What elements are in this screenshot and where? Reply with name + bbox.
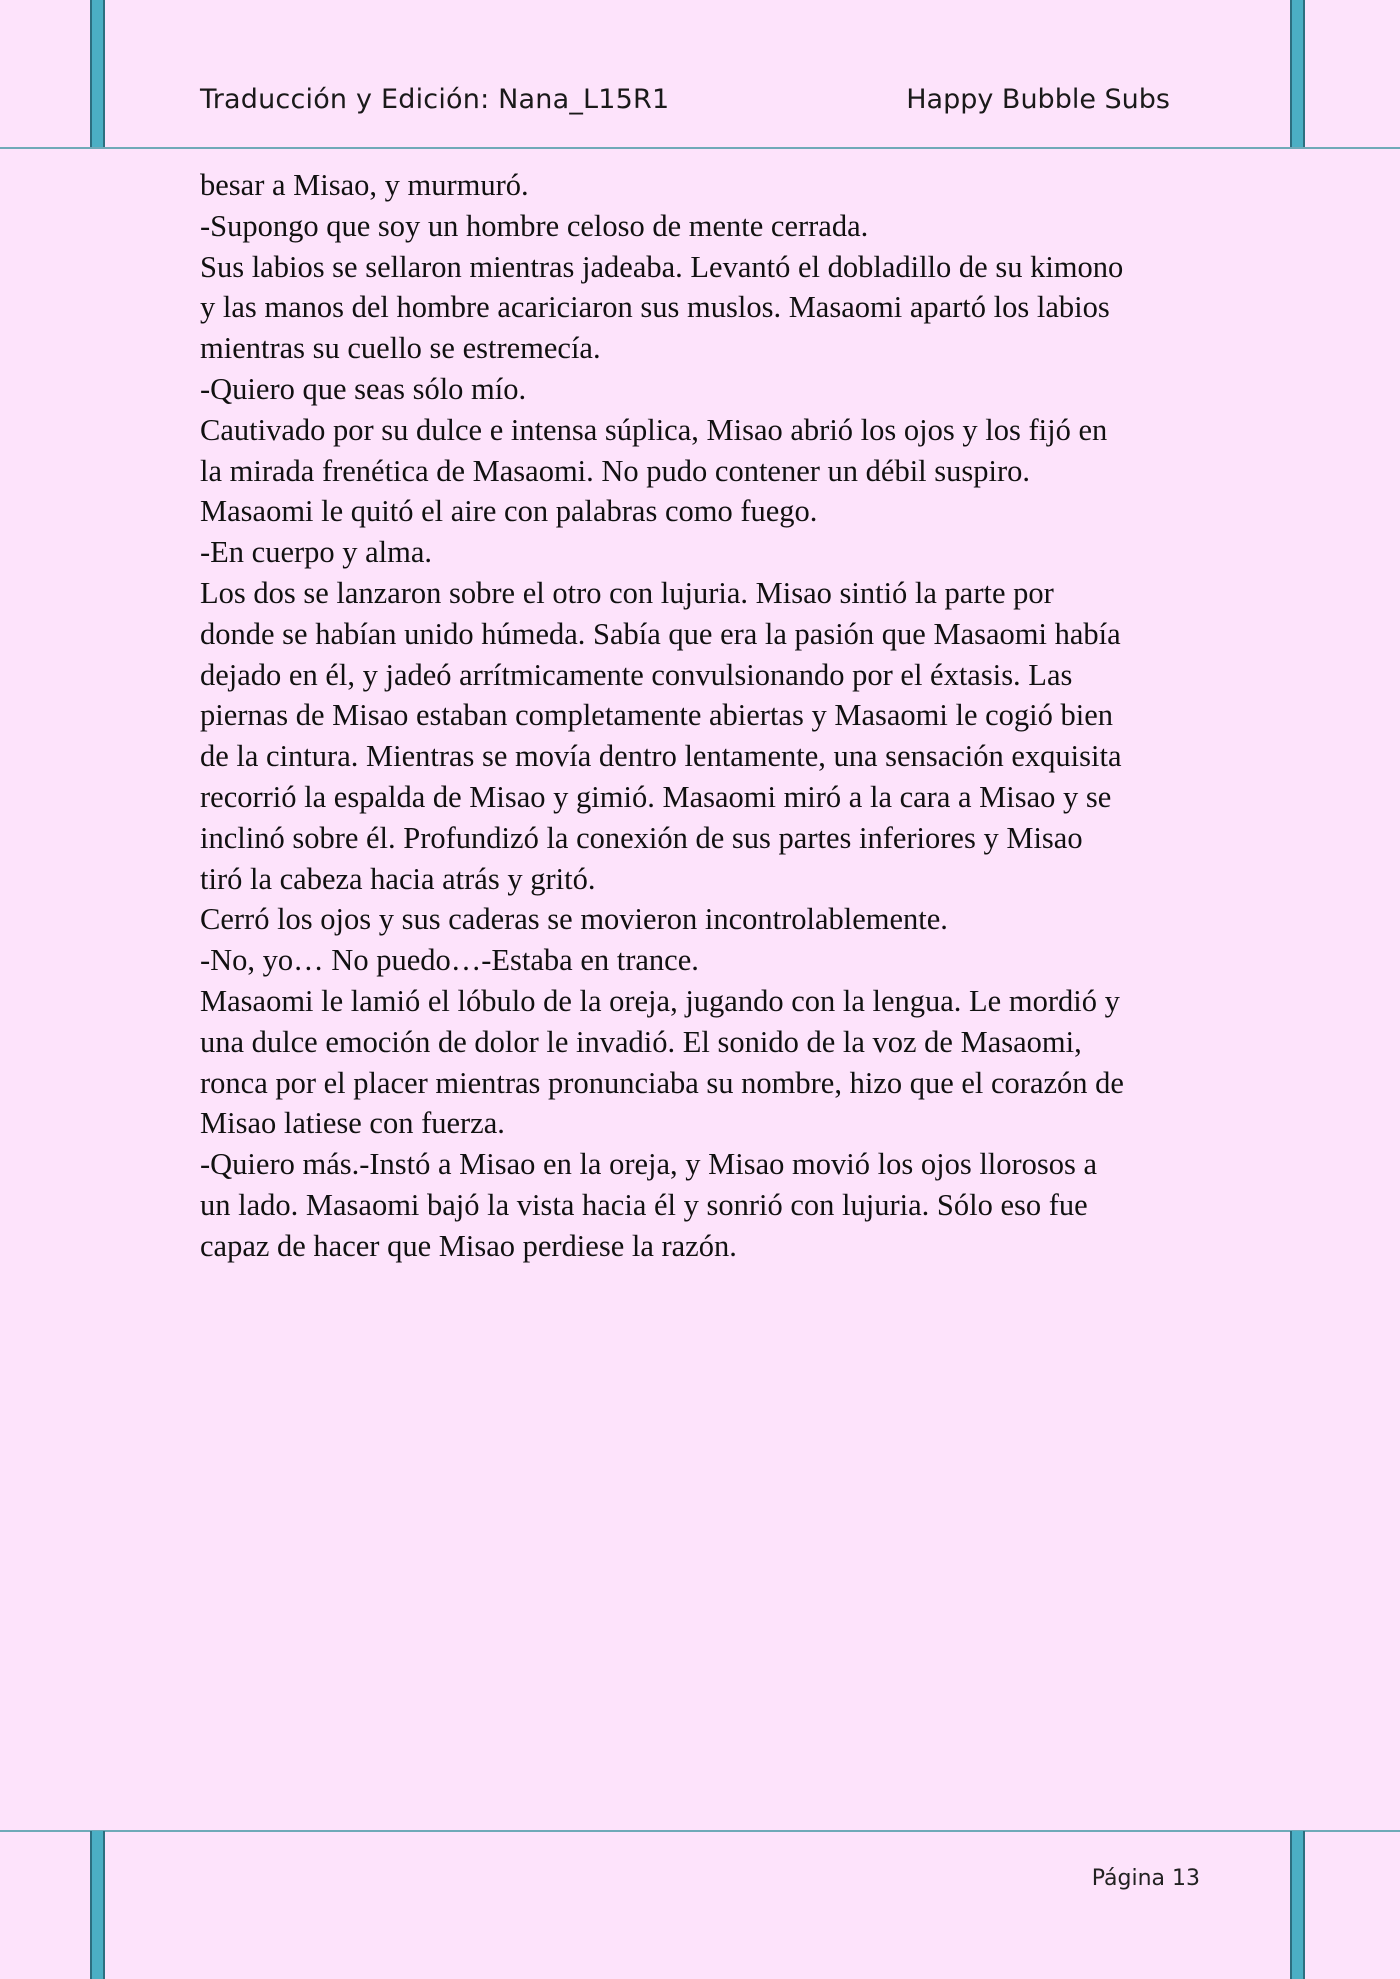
bottom-right-decorative-bar [1290, 1831, 1305, 1979]
text-line: -Supongo que soy un hombre celoso de mente cerrada. [200, 208, 869, 243]
text-line: y las manos del hombre acariciaron sus muslos. Masaomi apartó los labios [200, 290, 1110, 325]
page-number: Página 13 [1091, 1866, 1200, 1891]
text-line: Misao latiese con fuerza. [200, 1106, 505, 1141]
text-line: inclinó sobre él. Profundizó la conexión de sus partes inferiores y Misao [200, 820, 1083, 855]
text-line: de la cintura. Mientras se movía dentro lentamente, una sensación exquisita [200, 739, 1122, 774]
text-line: la mirada frenética de Masaomi. No pudo contener un débil suspiro. [200, 453, 1031, 488]
text-line: Masaomi le quitó el aire con palabras como fuego. [200, 494, 818, 529]
footer-rule [0, 1830, 1400, 1832]
text-line: Sus labios se sellaron mientras jadeaba. Levantó el dobladillo de su kimono [200, 249, 1124, 284]
text-line: recorrió la espalda de Misao y gimió. Masaomi miró a la cara a Misao y se [200, 779, 1112, 814]
header-credits: Traducción y Edición: Nana_L15R1 [200, 84, 670, 115]
text-line: capaz de hacer que Misao perdiese la razón. [200, 1228, 737, 1263]
text-line: una dulce emoción de dolor le invadió. El sonido de la voz de Masaomi, [200, 1024, 1082, 1059]
text-line: un lado. Masaomi bajó la vista hacia él y sonrió con lujuria. Sólo eso fue [200, 1187, 1088, 1222]
text-line: Cautivado por su dulce e intensa súplica, Misao abrió los ojos y los fijó en [200, 412, 1108, 447]
text-line: Los dos se lanzaron sobre el otro con lujuria. Misao sintió la parte por [200, 575, 1054, 610]
top-right-decorative-bar [1290, 0, 1305, 149]
text-line: -Quiero más.-Instó a Misao en la oreja, y Misao movió los ojos llorosos a [200, 1147, 1098, 1182]
text-line: Masaomi le lamió el lóbulo de la oreja, jugando con la lengua. Le mordió y [200, 983, 1120, 1018]
text-line: -En cuerpo y alma. [200, 535, 433, 570]
page-body-text [200, 165, 1210, 1267]
bottom-left-decorative-bar [90, 1831, 105, 1979]
text-line: dejado en él, y jadeó arrítmicamente convulsionando por el éxtasis. Las [200, 657, 1073, 692]
text-line: tiró la cabeza hacia atrás y gritó. [200, 861, 596, 896]
header-group-name: Happy Bubble Subs [906, 84, 1170, 115]
top-left-decorative-bar [90, 0, 105, 149]
text-line: piernas de Misao estaban completamente abiertas y Masaomi le cogió bien [200, 698, 1114, 733]
text-line: besar a Misao, y murmuró. [200, 168, 529, 202]
text-line: mientras su cuello se estremecía. [200, 331, 601, 366]
text-line: -No, yo… No puedo…-Estaba en trance. [200, 943, 699, 978]
text-line: donde se habían unido húmeda. Sabía que era la pasión que Masaomi había [200, 616, 1121, 651]
header-rule [0, 147, 1400, 149]
text-line: -Quiero que seas sólo mío. [200, 371, 527, 406]
text-line: ronca por el placer mientras pronunciaba su nombre, hizo que el corazón de [200, 1065, 1124, 1100]
text-line: Cerró los ojos y sus caderas se movieron incontrolablemente. [200, 902, 948, 937]
